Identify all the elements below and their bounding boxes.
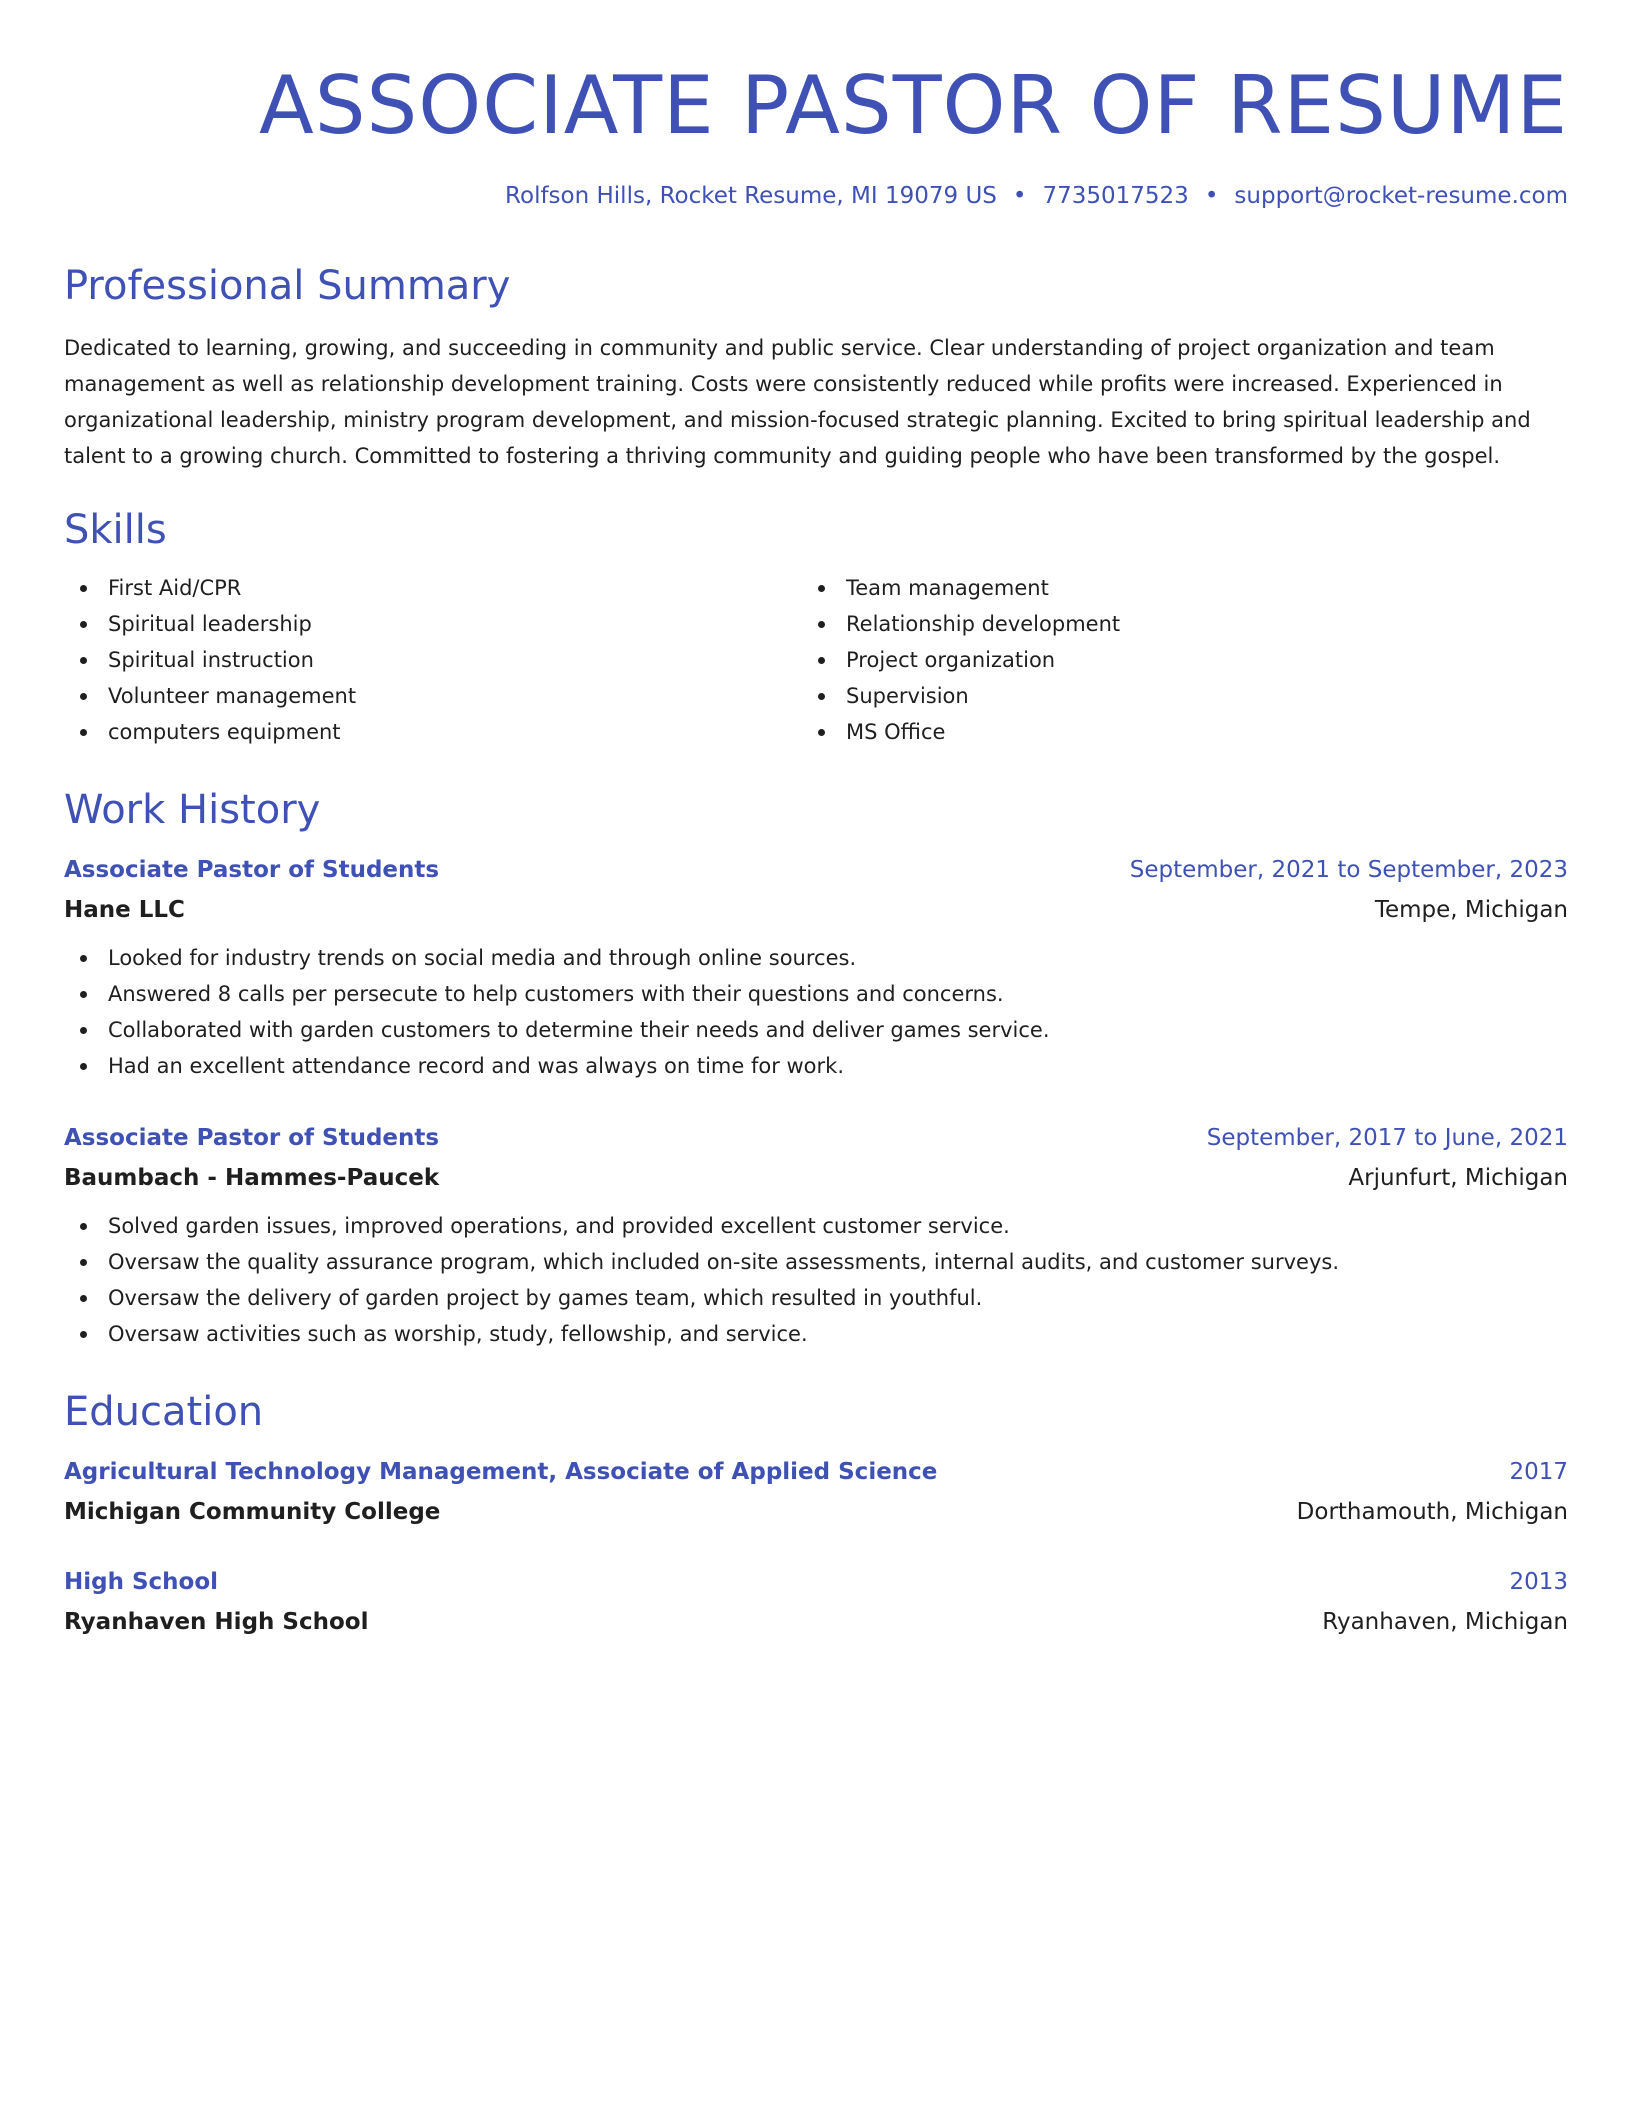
job-duty: Collaborated with garden customers to determine their needs and deliver games service. bbox=[64, 1012, 1568, 1048]
job-location: Tempe, Michigan bbox=[1374, 897, 1568, 923]
education-school: Michigan Community College bbox=[64, 1499, 441, 1525]
skill-item: Spiritual leadership bbox=[64, 606, 802, 642]
section-title-summary: Professional Summary bbox=[64, 263, 511, 309]
job-duty: Oversaw activities such as worship, study, fellowship, and service. bbox=[64, 1316, 1568, 1352]
job-company-row bbox=[64, 890, 1568, 930]
job-title: Associate Pastor of Students bbox=[64, 1125, 440, 1151]
education-year: 2017 bbox=[1509, 1459, 1568, 1485]
candidate-name: ASSOCIATE PASTOR OF RESUME bbox=[258, 59, 1568, 152]
skill-item: Team management bbox=[802, 570, 1540, 606]
skill-item: Spiritual instruction bbox=[64, 642, 802, 678]
skills-grid bbox=[64, 570, 1568, 750]
contact-line bbox=[64, 180, 1568, 212]
job-heading-row bbox=[64, 850, 1568, 890]
education-degree: Agricultural Technology Management, Associate of Applied Science bbox=[64, 1459, 938, 1485]
job-heading-row bbox=[64, 1118, 1568, 1158]
job-entry bbox=[64, 1118, 1568, 1352]
job-dates: September, 2017 to June, 2021 bbox=[1206, 1125, 1568, 1151]
job-dates: September, 2021 to September, 2023 bbox=[1129, 857, 1568, 883]
education-degree: High School bbox=[64, 1569, 219, 1595]
education-location: Ryanhaven, Michigan bbox=[1322, 1609, 1568, 1635]
job-duty: Had an excellent attendance record and was always on time for work. bbox=[64, 1048, 1568, 1084]
job-entry bbox=[64, 850, 1568, 1084]
education-entry bbox=[64, 1452, 1568, 1532]
job-location: Arjunfurt, Michigan bbox=[1348, 1165, 1568, 1191]
job-title: Associate Pastor of Students bbox=[64, 857, 440, 883]
resume-header bbox=[64, 56, 1568, 212]
section-title-education: Education bbox=[64, 1389, 264, 1435]
job-company: Baumbach - Hammes-Paucek bbox=[64, 1165, 440, 1191]
education-location: Dorthamouth, Michigan bbox=[1296, 1499, 1568, 1525]
job-duty: Solved garden issues, improved operations, and provided excellent customer service. bbox=[64, 1208, 1568, 1244]
skill-item: computers equipment bbox=[64, 714, 802, 750]
education-year: 2013 bbox=[1509, 1569, 1568, 1595]
contact-address: Rolfson Hills, Rocket Resume, MI 19079 US bbox=[505, 183, 997, 209]
education-school: Ryanhaven High School bbox=[64, 1609, 369, 1635]
education-heading-row bbox=[64, 1562, 1568, 1602]
job-duty: Oversaw the delivery of garden project by games team, which resulted in youthful. bbox=[64, 1280, 1568, 1316]
education-school-row bbox=[64, 1602, 1568, 1642]
skills-section bbox=[64, 504, 1568, 750]
skills-column-right bbox=[802, 570, 1540, 750]
job-company-row bbox=[64, 1158, 1568, 1198]
education-entry bbox=[64, 1562, 1568, 1642]
summary-text: Dedicated to learning, growing, and succeeding in community and public service. Clear understanding of project organization and team management as well as relationship development training. Costs were consistently reduced while profits were increased. Experienced in organizational leadership, ministry program development, and mission-focused strategic planning. Excited to bring spiritual leadership and talent to a growing church. Committed to fostering a thriving community and guiding people who have been transformed by the gospel. bbox=[64, 336, 1531, 468]
skill-item: First Aid/CPR bbox=[64, 570, 802, 606]
job-duty: Answered 8 calls per persecute to help customers with their questions and concerns. bbox=[64, 976, 1568, 1012]
skills-column-left bbox=[64, 570, 802, 750]
job-duties-list bbox=[64, 940, 1568, 1084]
education-school-row bbox=[64, 1492, 1568, 1532]
skill-item: MS Office bbox=[802, 714, 1540, 750]
professional-summary-section bbox=[64, 260, 1568, 474]
job-duty: Oversaw the quality assurance program, which included on-site assessments, internal audits, and customer surveys. bbox=[64, 1244, 1568, 1280]
work-history-section bbox=[64, 784, 1568, 1352]
contact-separator: • bbox=[1012, 183, 1027, 209]
section-title-skills: Skills bbox=[64, 507, 167, 553]
skill-item: Project organization bbox=[802, 642, 1540, 678]
section-title-work-history: Work History bbox=[64, 787, 321, 833]
education-heading-row bbox=[64, 1452, 1568, 1492]
job-company: Hane LLC bbox=[64, 897, 185, 923]
skill-item: Supervision bbox=[802, 678, 1540, 714]
job-duty: Looked for industry trends on social media and through online sources. bbox=[64, 940, 1568, 976]
education-section bbox=[64, 1386, 1568, 1642]
contact-separator: • bbox=[1204, 183, 1219, 209]
job-duties-list bbox=[64, 1208, 1568, 1352]
skill-item: Relationship development bbox=[802, 606, 1540, 642]
contact-phone: 7735017523 bbox=[1042, 183, 1189, 209]
skill-item: Volunteer management bbox=[64, 678, 802, 714]
contact-email: support@rocket-resume.com bbox=[1234, 183, 1568, 209]
